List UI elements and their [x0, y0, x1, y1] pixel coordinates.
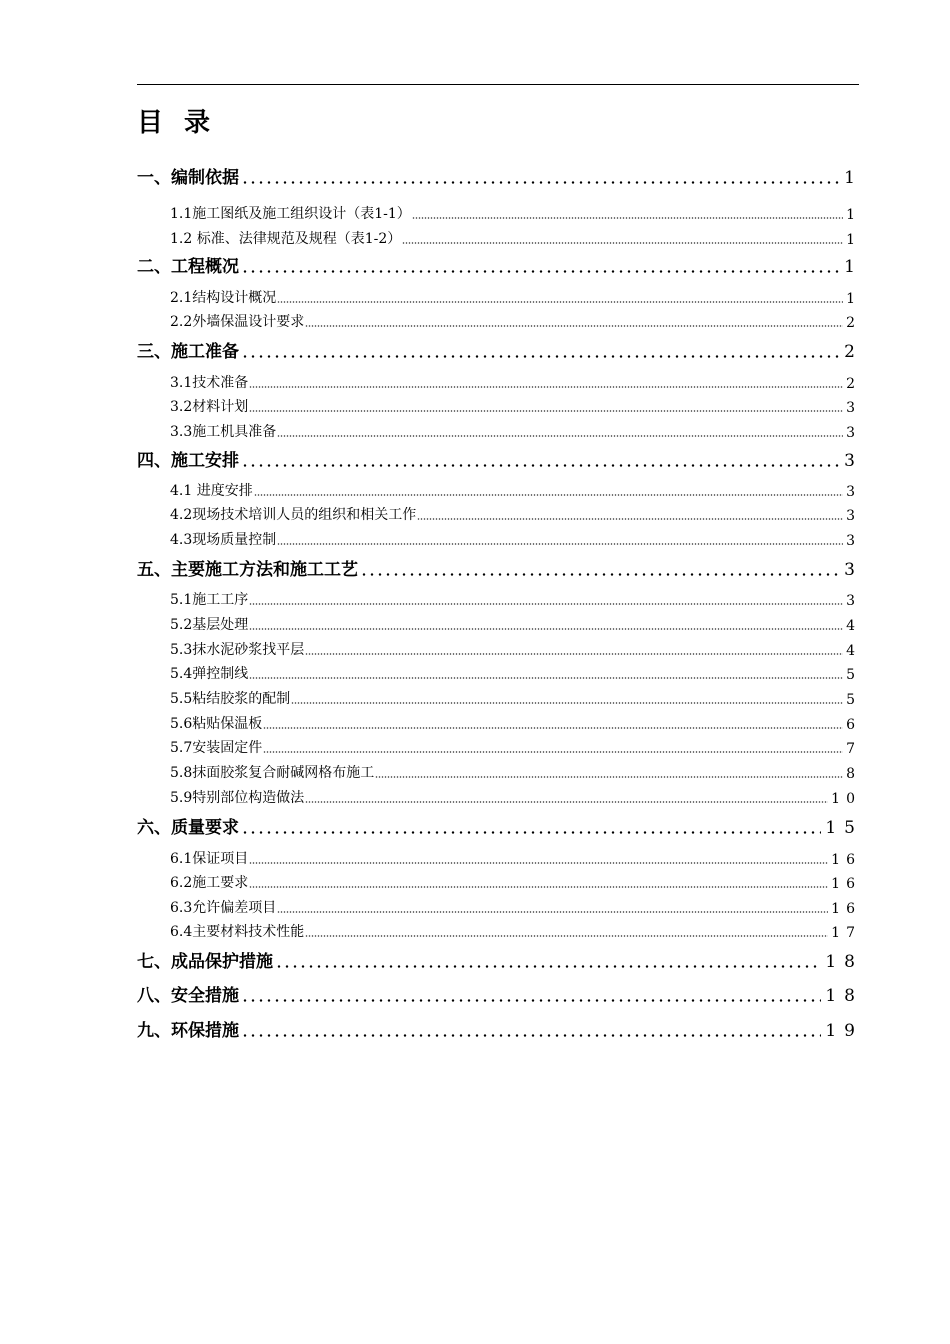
toc-dot-leader	[263, 751, 843, 753]
toc-entry-label: 6.4主要材料技术性能	[170, 924, 305, 940]
toc-dot-leader	[241, 181, 840, 184]
toc-entry-label: 5.6粘贴保温板	[170, 716, 263, 732]
toc-chapter-entry[interactable]	[137, 812, 863, 838]
toc-entry-label: 6.1保证项目	[170, 851, 249, 867]
header-rule	[137, 84, 859, 85]
toc-dot-leader	[375, 776, 843, 778]
toc-section-entry[interactable]	[170, 287, 861, 307]
toc-dot-leader	[277, 543, 843, 545]
toc-entry-label: 六、质量要求	[137, 818, 239, 838]
toc-page-number: 1	[844, 257, 863, 277]
toc-dot-leader	[305, 801, 828, 803]
toc-section-entry[interactable]	[170, 921, 861, 941]
toc-entry-label: 4.3现场质量控制	[170, 532, 277, 548]
toc-section-entry[interactable]	[170, 897, 861, 917]
toc-entry-label: 1.1施工图纸及施工组织设计（表1-1）	[170, 206, 411, 222]
toc-section-entry[interactable]	[170, 203, 861, 223]
toc-chapter-entry[interactable]	[137, 980, 863, 1006]
toc-section-entry[interactable]	[170, 311, 861, 331]
toc-page-number: 6	[846, 717, 861, 733]
toc-section-entry[interactable]	[170, 663, 861, 683]
toc-dot-leader	[249, 410, 843, 412]
toc-section-entry[interactable]	[170, 396, 861, 416]
toc-entry-label: 3.3施工机具准备	[170, 424, 277, 440]
toc-dot-leader	[241, 464, 840, 467]
toc-section-entry[interactable]	[170, 762, 861, 782]
toc-section-entry[interactable]	[170, 228, 861, 248]
toc-entry-label: 6.3允许偏差项目	[170, 900, 277, 916]
toc-entry-label: 三、施工准备	[137, 342, 239, 362]
toc-page-number: 16	[831, 852, 861, 868]
toc-page-number: 4	[846, 643, 861, 659]
toc-dot-leader	[241, 1034, 821, 1037]
toc-page-number: 3	[846, 508, 861, 524]
toc-entry-label: 5.3抹水泥砂浆找平层	[170, 642, 305, 658]
toc-section-entry[interactable]	[170, 639, 861, 659]
toc-chapter-entry[interactable]	[137, 946, 863, 972]
toc-page-number: 8	[846, 766, 861, 782]
toc-entry-label: 九、环保措施	[137, 1021, 239, 1041]
toc-page-number: 15	[825, 818, 863, 838]
toc-chapter-entry[interactable]	[137, 251, 863, 277]
toc-entry-label: 2.1结构设计概况	[170, 290, 277, 306]
toc-page-number: 16	[831, 876, 861, 892]
toc-dot-leader	[263, 727, 843, 729]
toc-section-entry[interactable]	[170, 713, 861, 733]
toc-section-entry[interactable]	[170, 848, 861, 868]
toc-chapter-entry[interactable]	[137, 1015, 863, 1041]
toc-dot-leader	[241, 999, 821, 1002]
toc-entry-label: 2.2外墙保温设计要求	[170, 314, 305, 330]
toc-page-number: 16	[831, 901, 861, 917]
toc-dot-leader	[277, 435, 843, 437]
toc-page-number: 18	[825, 986, 863, 1006]
toc-section-entry[interactable]	[170, 614, 861, 634]
toc-chapter-entry[interactable]	[137, 554, 863, 580]
toc-dot-leader	[249, 862, 828, 864]
toc-dot-leader	[277, 911, 828, 913]
toc-entry-label: 4.1 进度安排	[170, 483, 253, 499]
toc-dot-leader	[249, 603, 843, 605]
toc-page-number: 18	[825, 952, 863, 972]
toc-chapter-entry[interactable]	[137, 445, 863, 471]
toc-entry-label: 四、施工安排	[137, 451, 239, 471]
toc-page-number: 3	[846, 425, 861, 441]
toc-dot-leader	[254, 494, 843, 496]
toc-dot-leader	[291, 702, 843, 704]
toc-section-entry[interactable]	[170, 589, 861, 609]
toc-dot-leader	[305, 935, 828, 937]
toc-entry-label: 一、编制依据	[137, 168, 239, 188]
toc-dot-leader	[402, 242, 843, 244]
toc-section-entry[interactable]	[170, 421, 861, 441]
toc-entry-label: 5.9特别部位构造做法	[170, 790, 305, 806]
toc-page-number: 1	[846, 232, 861, 248]
toc-entry-label: 3.2材料计划	[170, 399, 249, 415]
toc-entry-label: 5.4弹控制线	[170, 666, 249, 682]
toc-dot-leader	[305, 653, 843, 655]
toc-page-number: 3	[846, 533, 861, 549]
toc-dot-leader	[249, 677, 843, 679]
toc-section-entry[interactable]	[170, 787, 861, 807]
toc-entry-label: 5.2基层处理	[170, 617, 249, 633]
toc-page-number: 7	[846, 741, 861, 757]
toc-page-number: 5	[846, 692, 861, 708]
toc-dot-leader	[275, 965, 821, 968]
toc-dot-leader	[412, 217, 843, 219]
toc-page-number: 3	[844, 560, 863, 580]
toc-section-entry[interactable]	[170, 688, 861, 708]
toc-entry-label: 6.2施工要求	[170, 875, 249, 891]
toc-page-number: 1	[846, 207, 861, 223]
page-title: 目 录	[137, 108, 217, 138]
toc-section-entry[interactable]	[170, 737, 861, 757]
toc-chapter-entry[interactable]	[137, 336, 863, 362]
toc-dot-leader	[241, 270, 840, 273]
toc-dot-leader	[417, 518, 843, 520]
toc-dot-leader	[249, 628, 843, 630]
toc-entry-label: 二、工程概况	[137, 257, 239, 277]
toc-page-number: 4	[846, 618, 861, 634]
toc-dot-leader	[249, 886, 828, 888]
toc-dot-leader	[241, 831, 821, 834]
toc-dot-leader	[249, 386, 843, 388]
toc-page-number: 1	[846, 291, 861, 307]
toc-page-number: 19	[825, 1021, 863, 1041]
toc-page-number: 2	[846, 315, 861, 331]
toc-dot-leader	[360, 573, 840, 576]
toc-entry-label: 5.7安装固定件	[170, 740, 263, 756]
toc-entry-label: 八、安全措施	[137, 986, 239, 1006]
toc-entry-label: 4.2现场技术培训人员的组织和相关工作	[170, 507, 417, 523]
toc-section-entry[interactable]	[170, 372, 861, 392]
toc-dot-leader	[305, 325, 843, 327]
toc-page-number: 2	[844, 342, 863, 362]
toc-section-entry[interactable]	[170, 529, 861, 549]
toc-page-number: 1	[844, 168, 863, 188]
toc-section-entry[interactable]	[170, 504, 861, 524]
toc-section-entry[interactable]	[170, 480, 861, 500]
toc-page-number: 3	[846, 484, 861, 500]
toc-section-entry[interactable]	[170, 872, 861, 892]
toc-page-number: 17	[831, 925, 861, 941]
toc-page-number: 10	[831, 791, 861, 807]
toc-page-number: 3	[846, 400, 861, 416]
toc-entry-label: 5.5粘结胶浆的配制	[170, 691, 291, 707]
toc-entry-label: 五、主要施工方法和施工工艺	[137, 560, 358, 580]
toc-entry-label: 1.2 标准、法律规范及规程（表1-2）	[170, 231, 402, 247]
toc-page-number: 5	[846, 667, 861, 683]
toc-chapter-entry[interactable]	[137, 162, 863, 188]
toc-page-number: 3	[844, 451, 863, 471]
toc-page-number: 3	[846, 593, 861, 609]
toc-entry-label: 3.1技术准备	[170, 375, 249, 391]
toc-entry-label: 5.8抹面胶浆复合耐碱网格布施工	[170, 765, 375, 781]
toc-dot-leader	[241, 355, 840, 358]
toc-page-number: 2	[846, 376, 861, 392]
toc-dot-leader	[277, 301, 843, 303]
toc-entry-label: 5.1施工工序	[170, 592, 249, 608]
toc-entry-label: 七、成品保护措施	[137, 952, 273, 972]
